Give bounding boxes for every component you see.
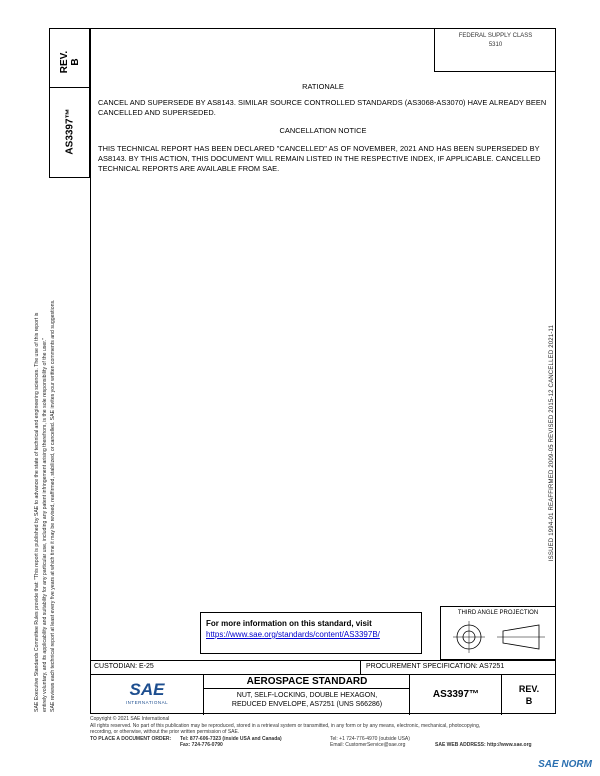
custodian-label: CUSTODIAN: E-25 (94, 663, 154, 670)
procurement-spec: PROCUREMENT SPECIFICATION: AS7251 (366, 663, 505, 670)
web-address: SAE WEB ADDRESS: http://www.sae.org (435, 742, 532, 748)
rev-label: REV. (59, 50, 70, 74)
cancellation-text: THIS TECHNICAL REPORT HAS BEEN DECLARED "CANCELLED" AS OF NOVEMBER, 2021 AND HAS BEEN SUPERSEDED BY AS8143. BY THIS ACTION, THIS DOCUMENT WILL REMAIN LISTED IN THE RESPECTIVE INDEX, IF APPLICABLE. CANCELLED TECHNICAL REPORTS ARE AVAILABLE FROM SAE. (98, 144, 541, 173)
fsc-value: 5310 (488, 42, 503, 48)
rev-cell (502, 675, 556, 715)
title-line-2: REDUCED ENVELOPE, AS7251 (UNS S66286) (231, 701, 383, 708)
sae-logo (122, 680, 172, 710)
federal-supply-class-box (434, 28, 556, 72)
title-line-1: NUT, SELF-LOCKING, DOUBLE HEXAGON, (236, 692, 378, 699)
custodian-row (90, 660, 556, 674)
order-label: TO PLACE A DOCUMENT ORDER: (90, 735, 172, 742)
sae-logo-subtext: INTERNATIONAL (125, 700, 169, 705)
cancellation-heading: CANCELLATION NOTICE (279, 126, 367, 135)
sae-logo-text: SAE (129, 680, 165, 699)
fsc-label: FEDERAL SUPPLY CLASS (458, 33, 533, 39)
footer (90, 716, 556, 749)
rationale-text: CANCEL AND SUPERSEDE BY AS8143. SIMILAR SOURCE CONTROLLED STANDARDS (AS3068-AS3070) HAVE ALREADY BEEN CANCELLED AND SUPERSEDED. (98, 98, 547, 117)
left-margin-disclaimer (33, 192, 57, 712)
title-block (90, 674, 556, 714)
rights-line-1: All rights reserved. No part of this publication may be reproduced, stored in a retrieval system or transmitted, in any form or by any means, electronic, mechanical, photocopying, (90, 722, 481, 729)
rev-label-bottom: REV. (518, 684, 540, 694)
sae-norm-watermark: SAE NORM (538, 759, 592, 770)
disclaimer-line-2: entirely voluntary, and its applicability and suitability for any particular use, including any patent infringement arising therefrom, is the sole responsibility of the user." (42, 338, 48, 712)
standard-type: AEROSPACE STANDARD (204, 675, 410, 689)
more-info-box (200, 612, 422, 654)
contact-row (90, 736, 556, 749)
doc-number-cell (410, 675, 502, 715)
rationale-heading: RATIONALE (302, 82, 344, 91)
fax: Fax: 724-776-0790 (180, 742, 223, 748)
rights-line-2: recording, or otherwise, without the prior written permission of SAE. (90, 729, 240, 735)
doc-number: AS3397™ (432, 689, 480, 700)
disclaimer-line-3: SAE reviews each technical report at least every five years at which time it may be revised, reaffirmed, stabilized, or cancelled. SAE invites your written comments and suggestions. (50, 299, 56, 712)
rev-tab (49, 28, 90, 88)
tel-usa: Tel: 877-606-7323 (inside USA and Canada) (180, 735, 282, 742)
copyright-line: Copyright © 2021 SAE International (90, 716, 170, 722)
email: Email: CustomerService@sae.org (330, 742, 406, 748)
rev-tab-text (59, 32, 81, 92)
title-cell (204, 675, 410, 715)
tel-intl: Tel: +1 724-776-4970 (outside USA) (330, 735, 410, 742)
doc-number-tab (49, 88, 90, 178)
standard-link[interactable]: https://www.sae.org/standards/content/AS3397B/ (206, 630, 380, 639)
projection-symbol-icon (441, 617, 557, 659)
more-info-title: For more information on this standard, visit (206, 619, 372, 628)
disclaimer-line-1: SAE Executive Standards Committee Rules provide that: "This report is published by SAE to advance the state of technical and engineering sciences. The use of this report is (34, 312, 40, 712)
rev-value: B (70, 58, 81, 66)
third-angle-projection-box (440, 606, 556, 660)
rev-value-bottom: B (525, 696, 533, 706)
doc-number-vertical: AS3397™ (64, 108, 76, 155)
projection-label: THIRD ANGLE PROJECTION (457, 610, 539, 616)
logo-cell (90, 675, 204, 715)
revision-history-dates: ISSUED 1994-01 REAFFIRMED 2009-05 REVISED 2015-12 CANCELLED 2021-11 (549, 324, 555, 562)
custodian-divider (360, 661, 361, 675)
